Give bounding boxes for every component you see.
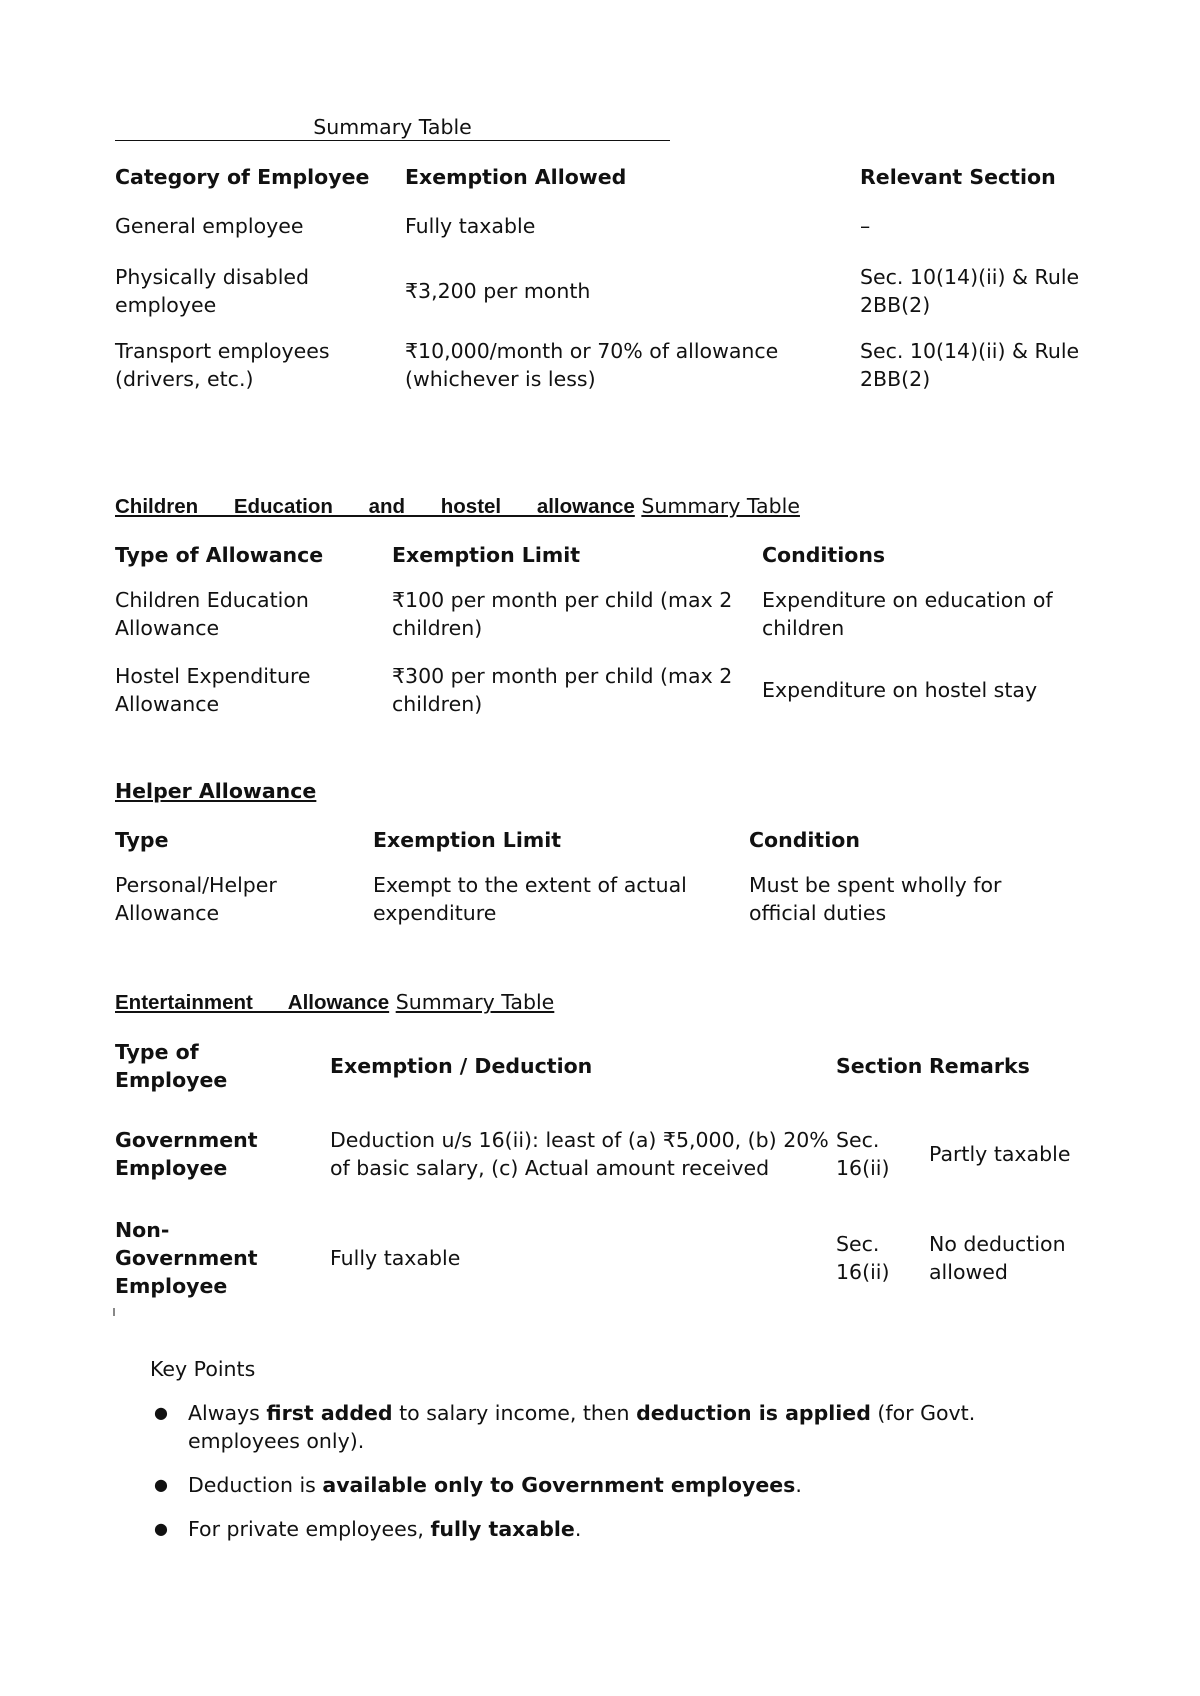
heading-text: Children Education and hostel allowance bbox=[115, 495, 635, 518]
cell: Government Employee bbox=[115, 1128, 258, 1180]
header-limit: Exemption Limit bbox=[392, 543, 581, 567]
header-condition: Condition bbox=[749, 828, 860, 852]
bullet-icon: ● bbox=[154, 1475, 168, 1494]
cell: Sec. 10(14)(ii) & Rule 2BB(2) bbox=[860, 339, 1080, 391]
heading-suffix: Summary Table bbox=[641, 494, 800, 518]
cell: Hostel Expenditure Allowance bbox=[115, 664, 311, 716]
table-row bbox=[115, 1102, 1099, 1206]
cell: Must be spent wholly for official duties bbox=[749, 873, 1002, 925]
text: Always bbox=[188, 1401, 267, 1425]
text: Deduction is bbox=[188, 1473, 323, 1497]
table-row bbox=[115, 652, 1102, 728]
cell: – bbox=[860, 214, 871, 238]
text: For private employees, bbox=[188, 1517, 431, 1541]
key-points bbox=[150, 1355, 1050, 1559]
bold-text: fully taxable bbox=[430, 1517, 575, 1541]
header-category: Category of Employee bbox=[115, 165, 370, 189]
cell: General employee bbox=[115, 214, 304, 238]
cell: ₹3,200 per month bbox=[405, 279, 591, 303]
cell: Personal/Helper Allowance bbox=[115, 873, 277, 925]
cell: Fully taxable bbox=[405, 214, 536, 238]
bold-text: first added bbox=[266, 1401, 393, 1425]
table-row bbox=[115, 576, 1102, 652]
header-remarks: Remarks bbox=[929, 1054, 1030, 1078]
header-exemption: Exemption Allowed bbox=[405, 165, 627, 189]
table-row bbox=[115, 861, 1099, 937]
children-education-table bbox=[115, 534, 1102, 728]
list-item bbox=[150, 1515, 1050, 1543]
cell: Sec. 10(14)(ii) & Rule 2BB(2) bbox=[860, 265, 1080, 317]
table-row bbox=[115, 198, 1100, 254]
list-item bbox=[150, 1399, 1050, 1455]
cell: No deduction allowed bbox=[929, 1232, 1066, 1284]
cell: Children Education Allowance bbox=[115, 588, 309, 640]
cell: Expenditure on hostel stay bbox=[762, 678, 1038, 702]
text: . bbox=[795, 1473, 802, 1497]
bullet-icon: ● bbox=[154, 1403, 168, 1422]
cell: Non-Government Employee bbox=[115, 1218, 258, 1298]
heading-text: Entertainment Allowance bbox=[115, 991, 390, 1014]
header-type: Type bbox=[115, 828, 169, 852]
text: to salary income, then bbox=[392, 1401, 637, 1425]
margin-mark bbox=[113, 1308, 115, 1316]
table-row bbox=[115, 1206, 1099, 1310]
helper-allowance-table bbox=[115, 819, 1099, 937]
helper-allowance-heading bbox=[115, 777, 316, 805]
key-points-title: Key Points bbox=[150, 1357, 256, 1381]
header-section: Relevant Section bbox=[860, 165, 1056, 189]
header-conditions: Conditions bbox=[762, 543, 886, 567]
summary-table bbox=[115, 156, 1100, 402]
text: (for Govt. employees only). bbox=[188, 1401, 976, 1453]
cell: Deduction u/s 16(ii): least of (a) ₹5,000, (b) 20% of basic salary, (c) Actual amount received bbox=[330, 1128, 829, 1180]
cell: ₹300 per month per child (max 2 children) bbox=[392, 664, 733, 716]
list-item bbox=[150, 1471, 1050, 1499]
bold-text: deduction is applied bbox=[636, 1401, 871, 1425]
cell: Fully taxable bbox=[330, 1246, 461, 1270]
key-points-list bbox=[150, 1399, 1050, 1543]
cell: ₹100 per month per child (max 2 children) bbox=[392, 588, 733, 640]
cell: Exempt to the extent of actual expenditure bbox=[373, 873, 687, 925]
entertainment-allowance-table bbox=[115, 1030, 1099, 1310]
table-row bbox=[115, 254, 1100, 328]
header-type: Type of Allowance bbox=[115, 543, 324, 567]
cell: Sec. 16(ii) bbox=[836, 1128, 890, 1180]
header-limit: Exemption Limit bbox=[373, 828, 562, 852]
header-section: Section bbox=[836, 1054, 923, 1078]
text: . bbox=[574, 1517, 582, 1541]
summary-table-title: Summary Table bbox=[115, 114, 670, 141]
children-education-heading bbox=[115, 492, 800, 521]
header-type: Type of Employee bbox=[115, 1040, 228, 1092]
cell: ₹10,000/month or 70% of allowance (whichever is less) bbox=[405, 339, 779, 391]
heading-suffix: Summary Table bbox=[395, 990, 555, 1014]
cell: Partly taxable bbox=[929, 1142, 1071, 1166]
table-row bbox=[115, 328, 1100, 402]
header-exemption: Exemption / Deduction bbox=[330, 1054, 593, 1078]
cell: Expenditure on education of children bbox=[762, 588, 1053, 640]
cell: Transport employees (drivers, etc.) bbox=[115, 339, 330, 391]
bullet-icon: ● bbox=[154, 1519, 168, 1538]
cell: Physically disabled employee bbox=[115, 265, 310, 317]
heading-text: Helper Allowance bbox=[115, 779, 317, 803]
entertainment-allowance-heading bbox=[115, 988, 554, 1017]
bold-text: available only to Government employees bbox=[322, 1473, 796, 1497]
cell: Sec. 16(ii) bbox=[836, 1232, 890, 1284]
